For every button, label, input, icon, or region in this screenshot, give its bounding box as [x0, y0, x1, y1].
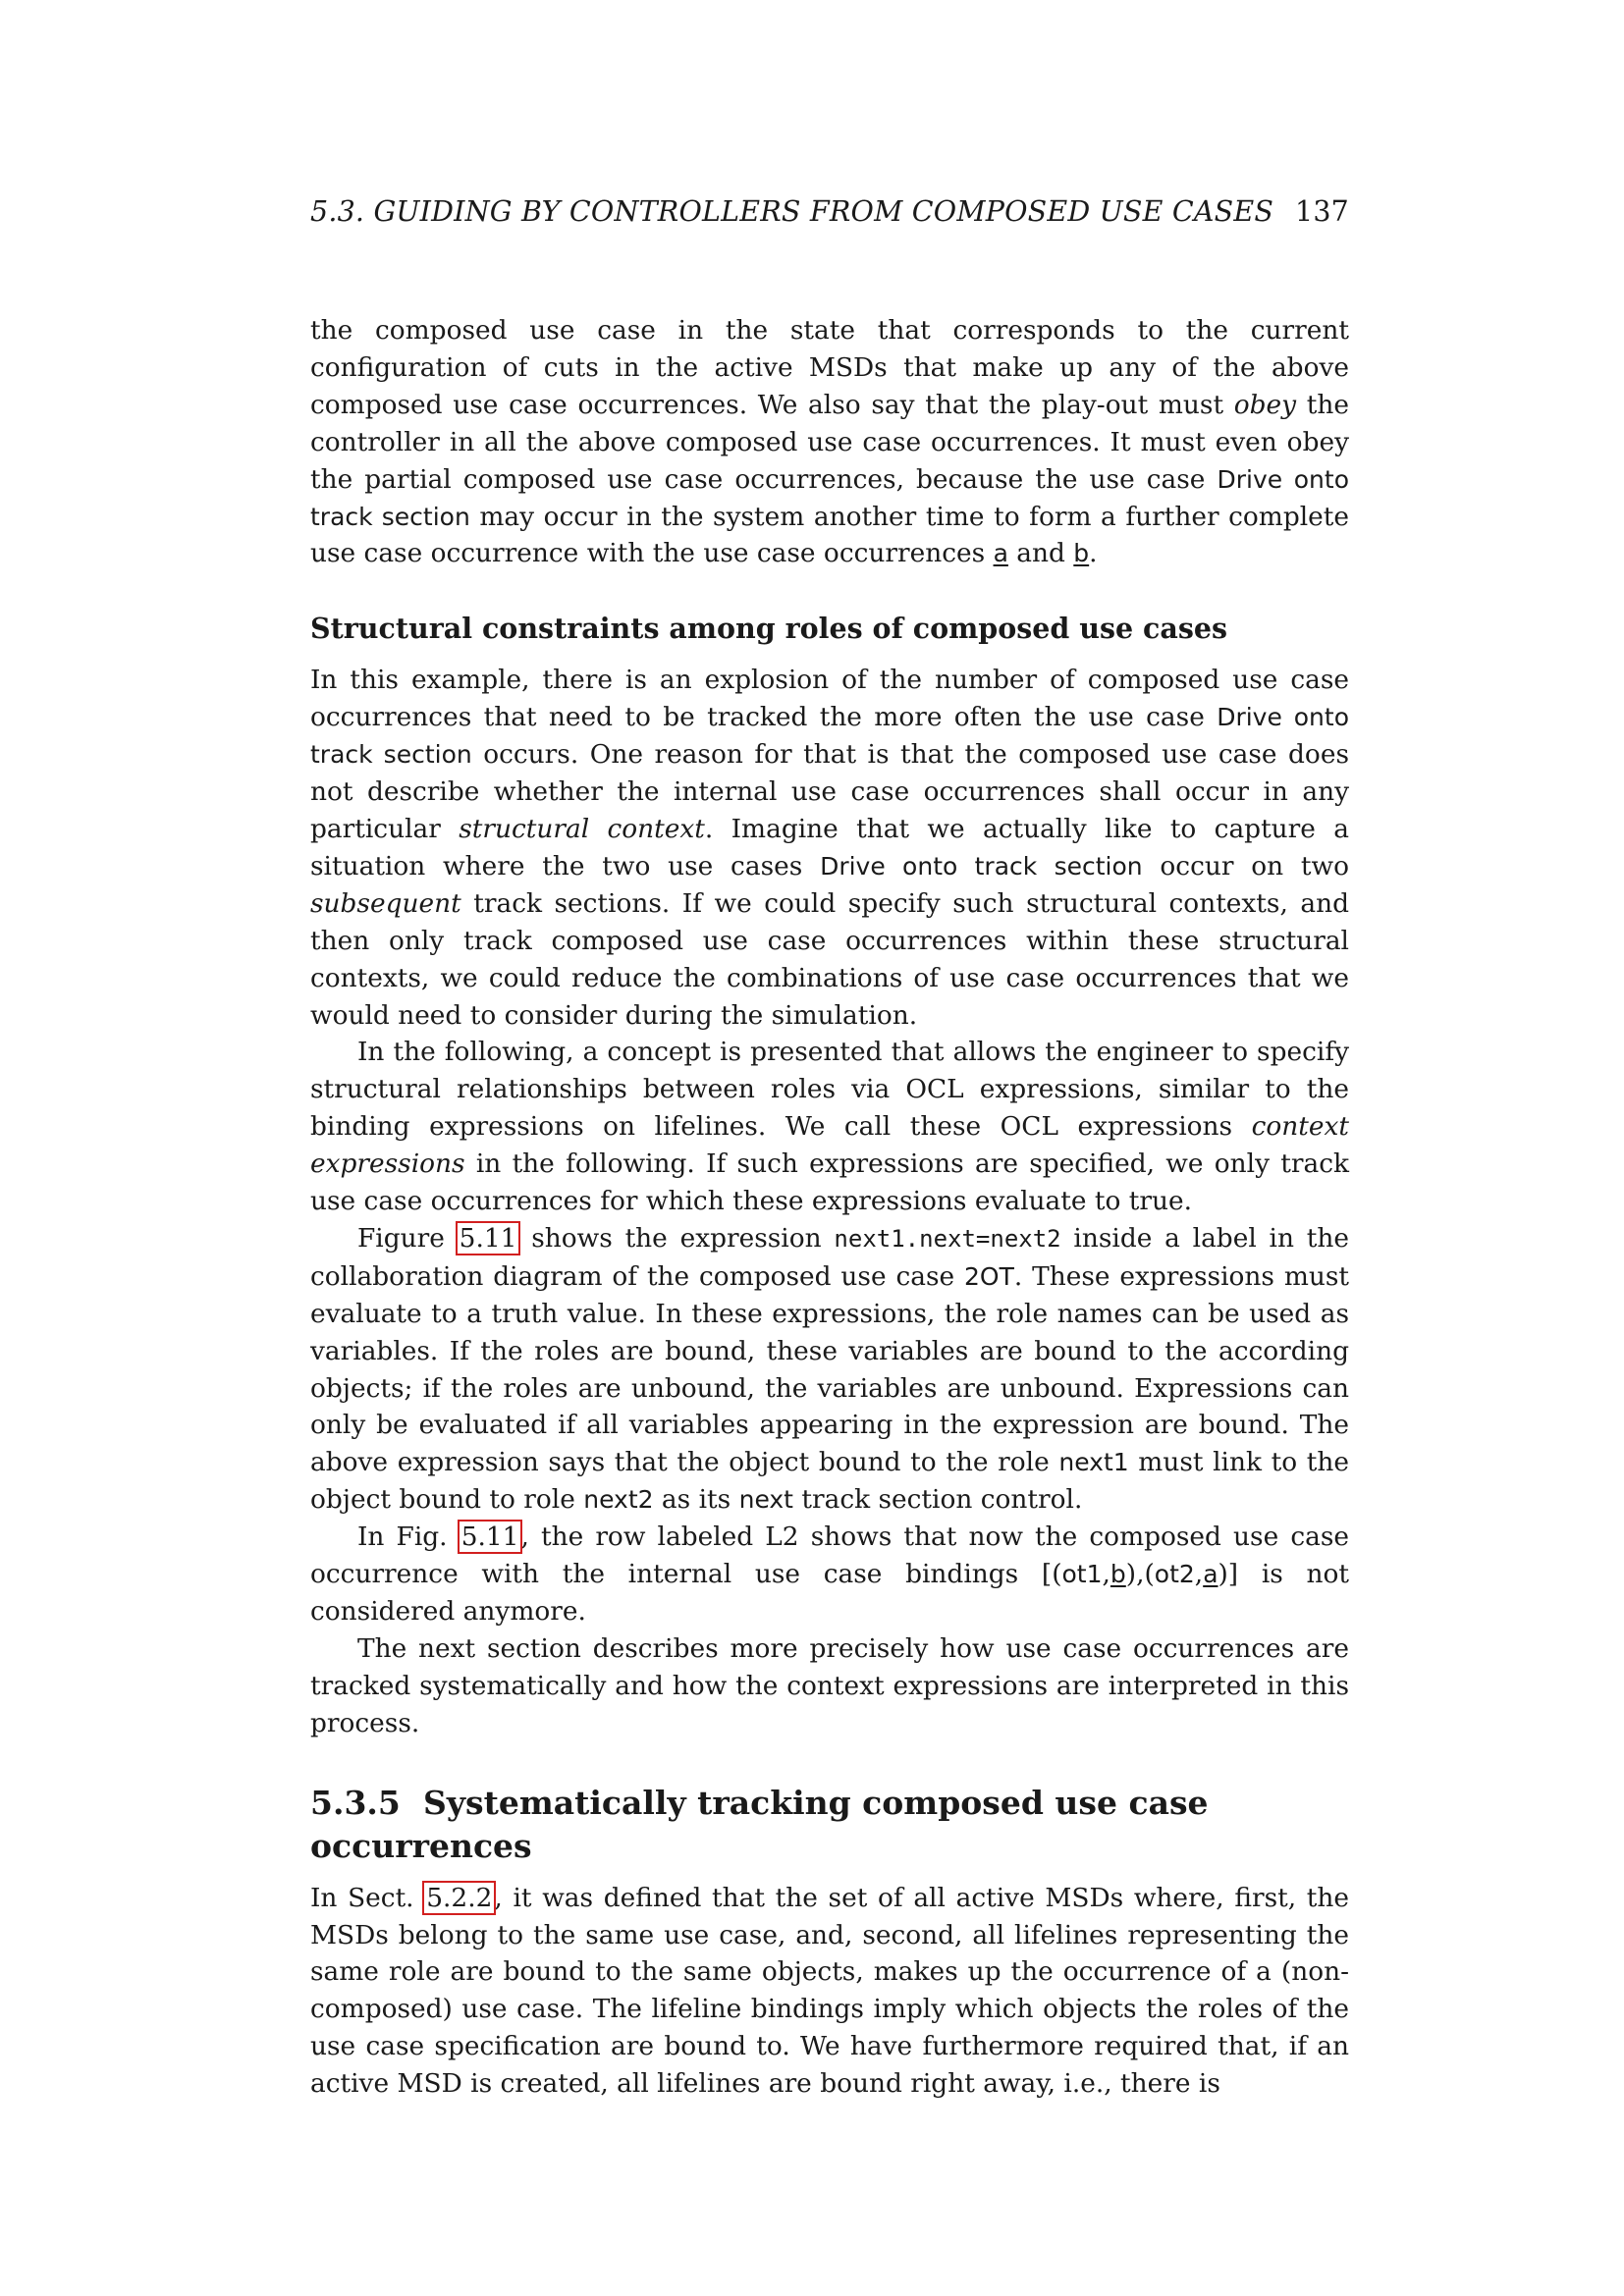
section-number: 5.3.5 — [310, 1783, 401, 1822]
body-text — [310, 312, 1349, 2103]
emphasis: subsequent — [310, 887, 461, 919]
text: . — [1089, 538, 1098, 569]
text: ),( — [1125, 1559, 1155, 1590]
figure-reference-link[interactable]: 5.11 — [459, 1222, 517, 1254]
text: the composed use case in the state that corresponds to the current configuration of cuts in the active MSDs that make up any of the above composed use case occurrences. We also say that the play-out must — [310, 315, 1349, 420]
section-title: Systematically tracking composed use case occurrences — [310, 1783, 1209, 1865]
occurrence-name: b — [1110, 1560, 1126, 1589]
emphasis: context expressions — [310, 1111, 1349, 1180]
text: . Imagine that we actually like to capture a situation where the two use cases — [310, 813, 1349, 881]
use-case-name: 2OT — [964, 1261, 1014, 1291]
text: , — [1102, 1559, 1110, 1590]
text: In Fig. — [357, 1522, 460, 1553]
object-name: ot2 — [1154, 1560, 1195, 1589]
paragraph-3 — [310, 1034, 1349, 1220]
ocl-expression: next1.next=next2 — [834, 1224, 1061, 1253]
text: In this example, there is an explosion of the number of composed use case occurrences that need to be tracked the more often the use case — [310, 665, 1349, 733]
text: occurs. One reason for that is that the composed use case does not describe whether the internal use case occurrences shall occur in any particular — [310, 739, 1349, 844]
role-name: next2 — [583, 1485, 654, 1515]
text: may occur in the system another time to form a further complete use case occurrence with the use case occurrences — [310, 501, 1350, 569]
role-name: next1 — [1058, 1448, 1129, 1477]
text: as its — [653, 1484, 739, 1516]
section-reference-link[interactable]: 5.2.2 — [426, 1882, 493, 1913]
text: track section control. — [792, 1484, 1083, 1516]
text: the controller in all the above composed use case occurrences. It must even obey the partial composed use case occurrences, because the use case — [310, 389, 1349, 495]
text: , it was defined that the set of all active MSDs where, first, the MSDs belong to the same use case, and, second, all lifelines representing the same role are bound to the same objects, makes up the occurrence of a (non-composed) use case. The lifeline bindings imply which objects the roles of the use case specification are bound to. We have furthermore required that, if an active MSD is created, all lifelines are bound right away, i.e., there is — [310, 1882, 1349, 2100]
section-heading — [310, 1782, 1349, 1868]
use-case-name: Drive onto track section — [310, 703, 1349, 770]
running-header — [310, 192, 1349, 232]
text: in the following. If such expressions are specified, we only track use case occurrences for which these expressions evaluate to true. — [310, 1148, 1349, 1217]
text: , the row labeled L2 shows that now the composed use case occurrence with the internal use case bindings [( — [310, 1522, 1349, 1590]
text: inside a label in the collaboration diagram of the composed use case — [310, 1222, 1349, 1292]
emphasis: structural context — [459, 813, 705, 844]
paragraph-2 — [310, 662, 1349, 1034]
attribute-name: next — [738, 1485, 793, 1515]
text: Figure — [357, 1222, 458, 1254]
paragraph-4 — [310, 1220, 1349, 1519]
text: track sections. If we could specify such structural contexts, and then only track composed use case occurrences within these structural contexts, we could reduce the combinations of use case occurrences that we would need to consider during the simulation. — [310, 887, 1349, 1031]
use-case-name: Drive onto track section — [820, 851, 1143, 881]
object-name: ot1 — [1061, 1560, 1103, 1589]
text: . These expressions must evaluate to a truth value. In these expressions, the role names can be used as variables. If the roles are bound, these variables are bound to the according objects; if the roles are unbound, the variables are unbound. Expressions can only be evaluated if all variables appearing in the expression are bound. The above expression says that the object bound to the role — [310, 1260, 1350, 1478]
use-case-name: Drive onto track section — [310, 464, 1349, 531]
paragraph-6 — [310, 1630, 1349, 1742]
text: must link to the object bound to role — [310, 1447, 1349, 1516]
paragraph-7 — [310, 1880, 1349, 2103]
occurrence-name: a — [993, 539, 1008, 568]
page-number: 137 — [1295, 195, 1349, 228]
text: The next section describes more precisely how use case occurrences are tracked systematically and how the context expressions are interpreted in this process. — [310, 1632, 1349, 1738]
occurrence-name: a — [1203, 1560, 1218, 1589]
text: occur on two — [1142, 850, 1350, 881]
paragraph-1 — [310, 312, 1349, 572]
occurrence-name: b — [1073, 539, 1090, 568]
figure-reference-link[interactable]: 5.11 — [460, 1522, 519, 1553]
text: , — [1194, 1559, 1204, 1590]
text: )] is not considered anymore. — [310, 1559, 1350, 1627]
paragraph-5 — [310, 1519, 1349, 1630]
running-title: 5.3. GUIDING BY CONTROLLERS FROM COMPOSED USE CASES — [310, 195, 1274, 228]
text: In Sect. — [310, 1882, 425, 1913]
emphasis: obey — [1233, 389, 1297, 420]
text: shows the expression — [518, 1222, 835, 1254]
text: and — [1007, 538, 1074, 569]
subsection-heading: Structural constraints among roles of composed use cases — [310, 612, 1228, 646]
text: In the following, a concept is presented that allows the engineer to specify structural relationships between roles via OCL expressions, similar to the binding expressions on lifelines. We call these OCL expressions — [310, 1037, 1349, 1143]
